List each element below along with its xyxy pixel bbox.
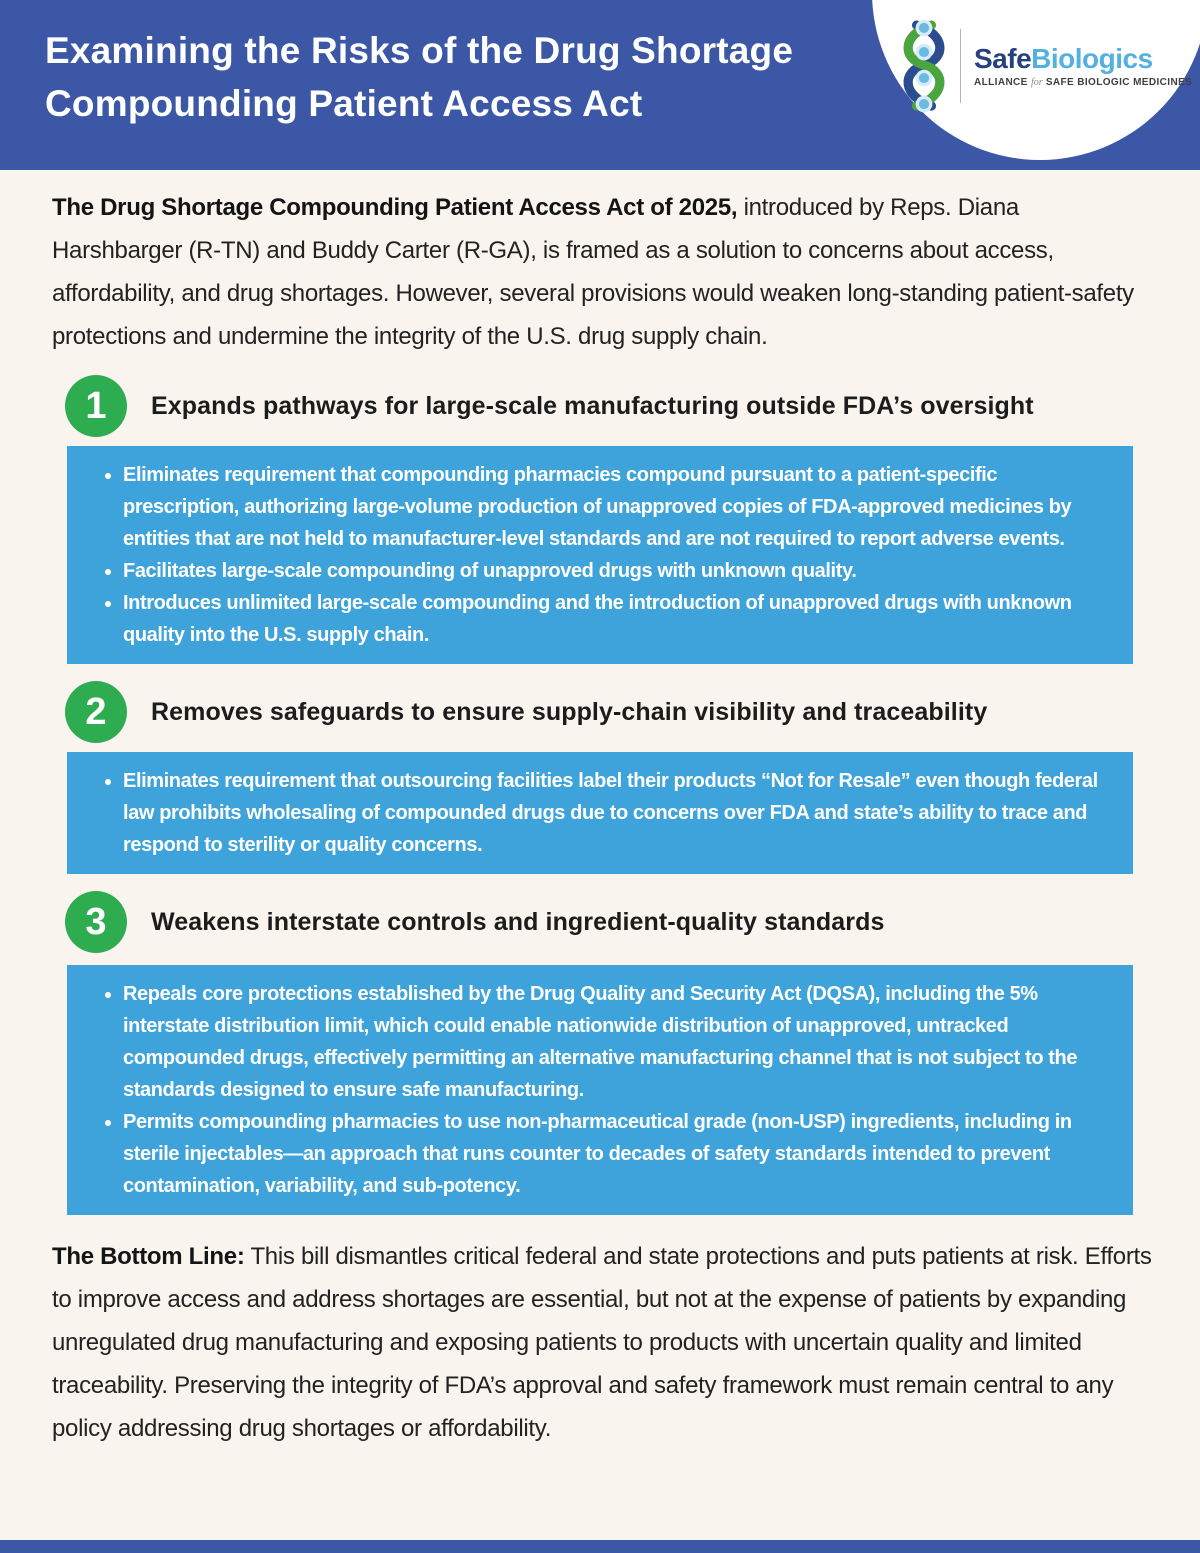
tagline-for: for — [1030, 77, 1043, 88]
bullet-item: • Permits compounding pharmacies to use non-pharmaceutical grade (non-USP) ingredients, including in sterile injectables—an approach that runs counter to decades of safety standards intended to prevent contamination, variability, and sub-potency. — [123, 1106, 1113, 1202]
tagline-alliance: ALLIANCE — [974, 77, 1028, 88]
section-3-info-box — [67, 965, 1133, 1215]
bullet-item: • Facilitates large-scale compounding of unapproved drugs with unknown quality. — [123, 555, 1113, 587]
safebiologics-logo — [898, 18, 1192, 114]
dna-helix-icon — [898, 18, 950, 114]
section-2-number-badge: 2 — [65, 681, 127, 743]
section-2-info-box — [67, 752, 1133, 874]
section-1-bullet-list — [67, 459, 1113, 651]
header-banner — [0, 0, 1200, 170]
page-title-line2: Compounding Patient Access Act — [45, 83, 643, 124]
bottom-line-paragraph — [52, 1235, 1152, 1450]
brand-name-safe: Safe — [974, 43, 1032, 74]
section-1-header — [65, 375, 1160, 437]
section-2-heading: Removes safeguards to ensure supply-chain visibility and traceability — [151, 697, 988, 726]
page-title — [45, 24, 793, 130]
bullet-item: • Eliminates requirement that outsourcing facilities label their products “Not for Resale” even though federal law prohibits wholesaling of compounded drugs due to concerns over FDA and state’s ability to trace and respond to sterility or quality concerns. — [123, 765, 1113, 861]
tagline-rest: SAFE BIOLOGIC MEDICINES — [1045, 77, 1193, 88]
bullet-item: • Introduces unlimited large-scale compounding and the introduction of unapproved drugs with unknown quality into the U.S. supply chain. — [123, 587, 1113, 651]
section-2-header — [65, 681, 1160, 743]
section-1-info-box — [67, 446, 1133, 664]
intro-lead: The Drug Shortage Compounding Patient Access Act of 2025, — [52, 194, 738, 221]
section-3-header — [65, 891, 1160, 953]
intro-paragraph — [52, 186, 1152, 358]
section-1-heading: Expands pathways for large-scale manufacturing outside FDA’s oversight — [151, 391, 1034, 420]
page-title-line1: Examining the Risks of the Drug Shortage — [45, 30, 794, 71]
bottom-line-lead: The Bottom Line: — [52, 1243, 245, 1270]
bullet-item: • Repeals core protections established by the Drug Quality and Security Act (DQSA), including the 5% interstate distribution limit, which could enable nationwide distribution of unapproved, untracked compounded drugs, effectively permitting an alternative manufacturing channel that is not subject to the standards designed to ensure safe manufacturing. — [123, 978, 1113, 1106]
section-3-heading: Weakens interstate controls and ingredient-quality standards — [151, 907, 885, 936]
bullet-item: • Eliminates requirement that compounding pharmacies compound pursuant to a patient-specific prescription, authorizing large-volume production of unapproved copies of FDA-approved medicines by entities that are not held to manufacturer-level standards and are not required to report adverse events. — [123, 459, 1113, 555]
intro-body: introduced by Reps. Diana Harshbarger (R-TN) and Buddy Carter (R-GA), is framed as a solution to concerns about access, affordability, and drug shortages. However, several provisions would weaken long-standing patient-safety protections and undermine the integrity of the U.S. drug supply chain. — [52, 194, 1134, 350]
brand-name — [974, 44, 1192, 74]
section-3-bullet-list — [67, 978, 1113, 1202]
logo-divider — [960, 29, 961, 103]
section-1-number-badge: 1 — [65, 375, 127, 437]
brand-name-biologics: Biologics — [1031, 43, 1153, 74]
logo-text-block — [974, 44, 1192, 88]
brand-tagline — [974, 77, 1192, 88]
section-2-bullet-list — [67, 765, 1113, 861]
bottom-line-body: This bill dismantles critical federal and state protections and puts patients at risk. Efforts to improve access and address shortages are essential, but not at the expense of patients by expanding unregulated drug manufacturing and exposing patients to products with uncertain quality and limited traceability. Preserving the integrity of FDA’s approval and safety framework must remain central to any policy addressing drug shortages or affordability. — [52, 1243, 1152, 1442]
section-3-number-badge: 3 — [65, 891, 127, 953]
footer-bar — [0, 1540, 1200, 1553]
